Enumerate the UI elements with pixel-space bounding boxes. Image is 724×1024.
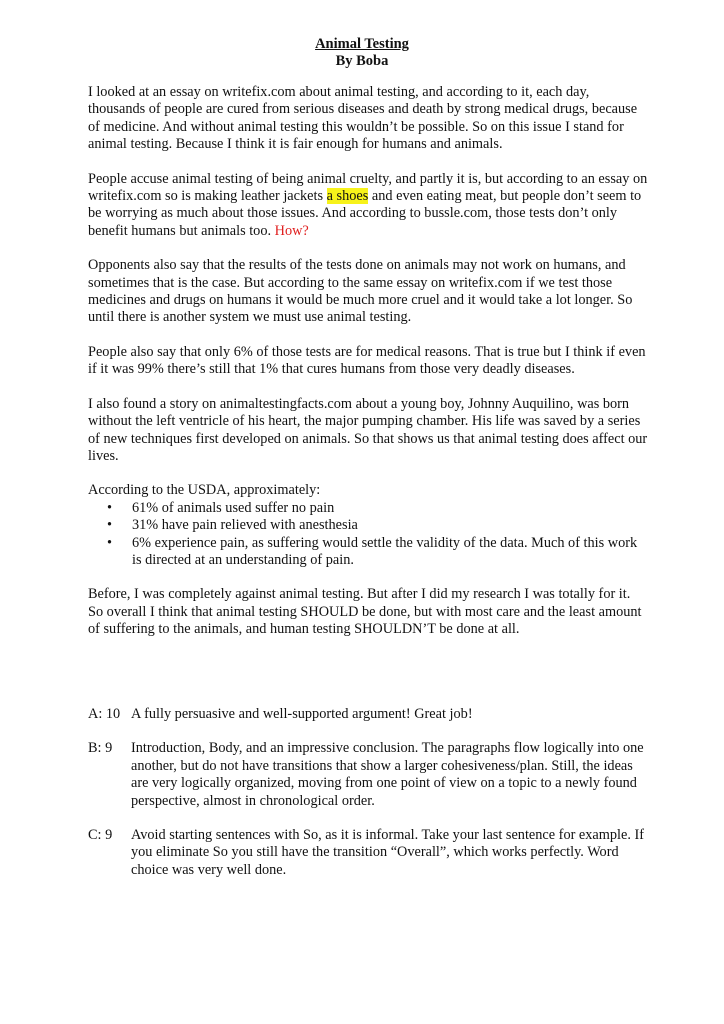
paragraph-2-text-b: and even eating meat, but people don’t seem to be worrying as much about those issues. And according to bussle.com, those tests don’t only benefit humans but animals too. [88,188,642,239]
paragraph-3: Opponents also say that the results of the tests done on animals may not work on humans, and sometimes that is the case. But according to the same essay on writefix.com if we test those medicines and drugs on humans it would be much more cruel and it would take a lot longer. So until there is another system we must use animal testing. [88,257,633,326]
grade-label: C: 9 [88,827,113,844]
essay-body [88,84,648,656]
paragraph-2-text-a: People accuse animal testing of being animal cruelty, and partly it is, but according to an essay on writefix.com so is making leather jackets [88,170,648,205]
paragraph-4: People also say that only 6% of those tests are for medical reasons. That is true but I think if even if it was 99% there’s still that 1% that cures humans from those very deadly diseases. [88,343,646,378]
paragraph-6: Before, I was completely against animal testing. But after I did my research I was totally for it. So overall I think that animal testing SHOULD be done, but with most care and the least amount of suffering to the animals, and human testing SHOULDN’T be done at all. [88,586,642,638]
document-title: Animal Testing [315,36,409,52]
list-item: • 6% experience pain, as suffering would settle the validity of the data. Much of this work is directed at an understanding of pain. [88,535,648,570]
grade-comment: Introduction, Body, and an impressive conclusion. The paragraphs flow logically into one another, but do not have transitions that show a larger cohesiveness/plan. Still, the ideas are very logically organized, moving from one point of view on a topic to a newly found perspective, almost in chronological order. [131,740,644,809]
list-item: • 61% of animals used suffer no pain [88,500,648,517]
highlighted-text: a shoes [326,188,369,205]
title-block [0,36,724,70]
grade-comment: A fully persuasive and well-supported argument! Great job! [131,706,473,722]
list-item: • 31% have pain relieved with anesthesia [88,517,648,534]
grade-label: B: 9 [88,740,113,757]
teacher-comment: How? [274,222,309,239]
grade-a [88,706,648,723]
grade-b [88,740,648,810]
usda-list [88,500,648,570]
grade-comment: Avoid starting sentences with So, as it is informal. Take your last sentence for example. If you eliminate So you still have the transition “Overall”, which works perfectly. Word choice was very well done. [131,827,645,878]
grading-section [88,706,648,896]
paragraph-1: I looked at an essay on writefix.com about animal testing, and according to it, each day, thousands of people are cured from serious diseases and death by strong medical drugs, because of medicine. And without animal testing this wouldn’t be possible. So on this issue I stand for animal testing. Because I think it is fair enough for humans and animals. [88,84,638,153]
paragraph-5: I also found a story on animaltestingfacts.com about a young boy, Johnny Auquilino, was born without the left ventricle of his heart, the major pumping chamber. His life was saved by a series of new techniques first developed on animals. So that shows us that animal testing does affect our lives. [88,395,648,464]
grade-label: A: 10 [88,706,121,722]
document-author: By Boba [335,53,389,69]
paragraph-2 [88,171,648,241]
list-intro: According to the USDA, approximately: [88,482,321,499]
grade-c [88,827,648,879]
